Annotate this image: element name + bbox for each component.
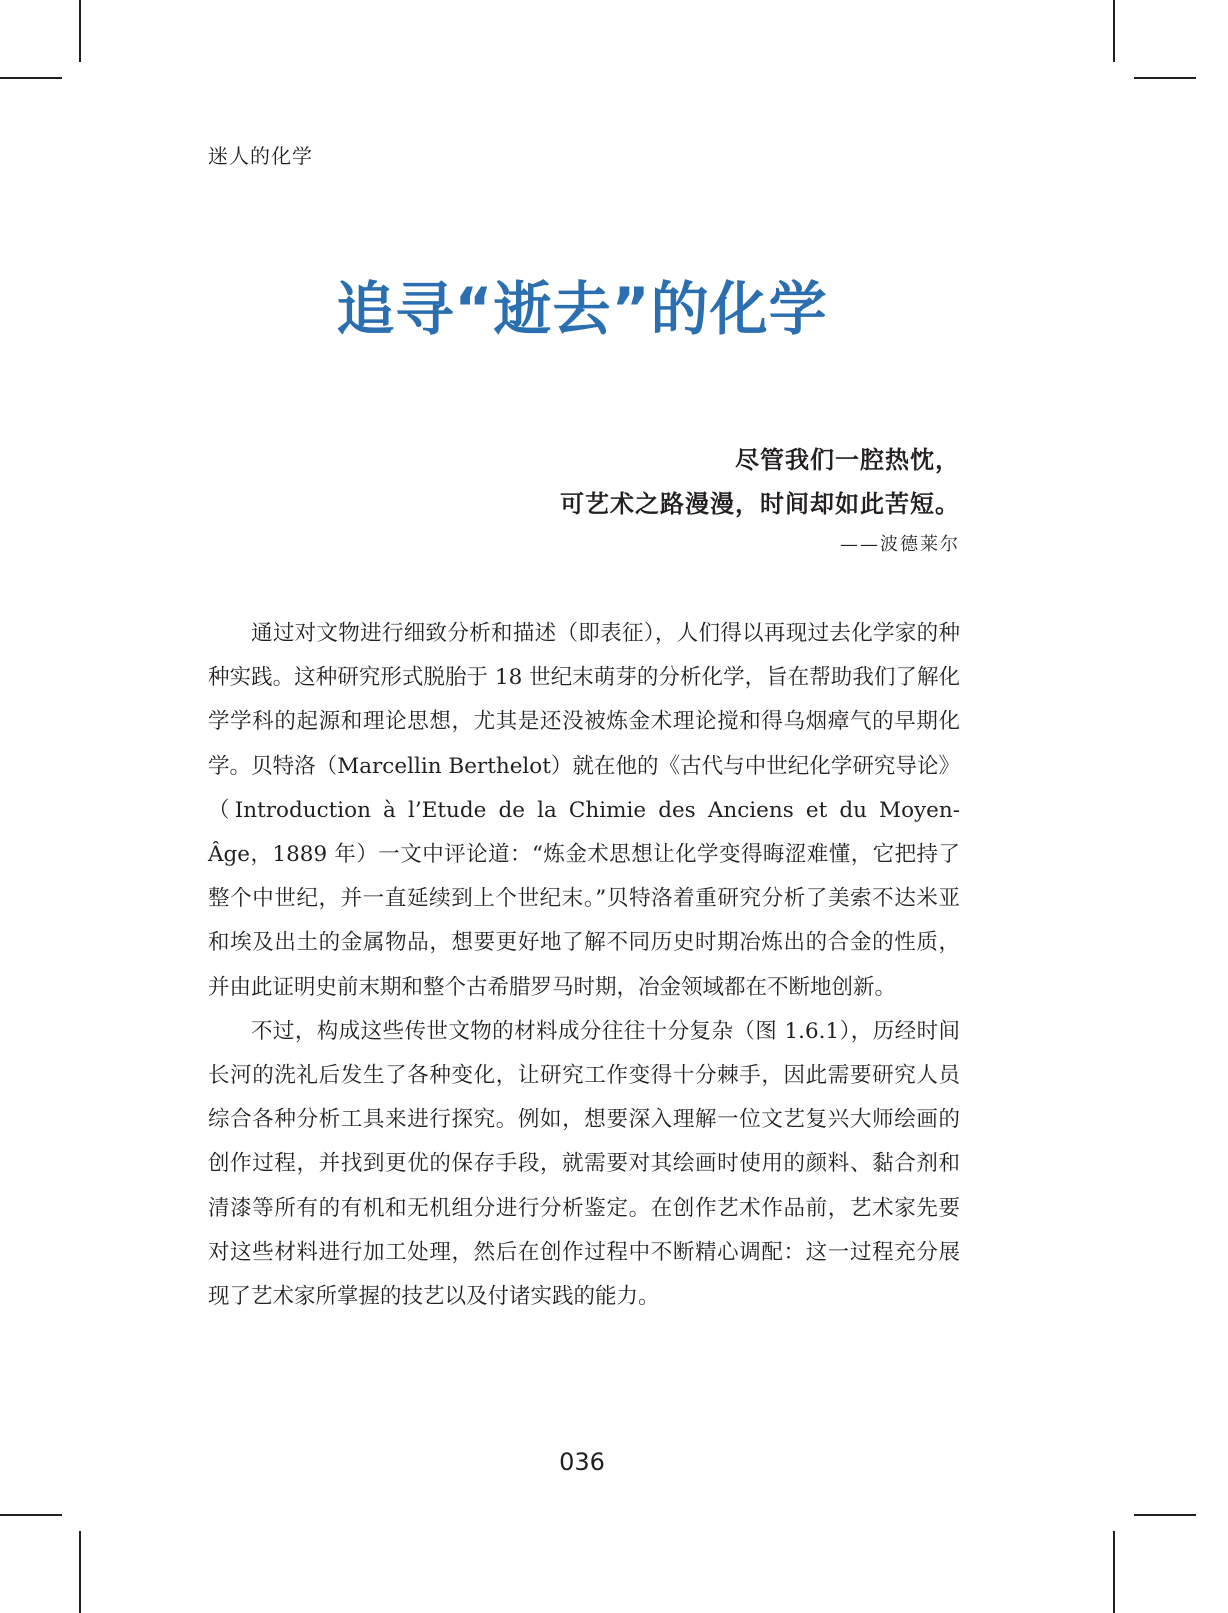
epigraph-line-1: 尽管我们一腔热忱， (735, 445, 960, 474)
crop-mark-top-right-horizontal (1134, 77, 1196, 79)
crop-mark-top-right-vertical (1113, 0, 1115, 62)
running-head: 迷人的化学 (208, 144, 313, 168)
crop-mark-bottom-right-horizontal (1134, 1514, 1196, 1516)
crop-mark-bottom-left-horizontal (0, 1514, 62, 1516)
page-number: 036 (559, 1448, 605, 1476)
epigraph-line-2: 可艺术之路漫漫，时间却如此苦短。 (560, 489, 960, 518)
body-text (208, 612, 960, 1319)
crop-mark-bottom-left-vertical (79, 1531, 81, 1613)
epigraph (560, 438, 960, 560)
paragraph: 通过对文物进行细致分析和描述（即表征），人们得以再现过去化学家的种种实践。这种研究形式脱胎于 18 世纪末萌芽的分析化学，旨在帮助我们了解化学学科的起源和理论思想，尤其是还没被炼金术理论搅和得乌烟瘴气的早期化学。贝特洛（Marcellin Berthelot）就在他的《古代与中世纪化学研究导论》（Introduction à l’Etude de la Chimie des Anciens et du Moyen-Âge，1889 年）一文中评论道：“炼金术思想让化学变得晦涩难懂，它把持了整个中世纪，并一直延续到上个世纪末。”贝特洛着重研究分析了美索不达米亚和埃及出土的金属物品，想要更好地了解不同历史时期冶炼出的合金的性质，并由此证明史前末期和整个古希腊罗马时期，冶金领域都在不断地创新。 (208, 621, 960, 1000)
crop-mark-top-left-vertical (79, 0, 81, 62)
crop-mark-top-left-horizontal (0, 77, 62, 79)
crop-mark-bottom-right-vertical (1113, 1531, 1115, 1613)
paragraph: 不过，构成这些传世文物的材料成分往往十分复杂（图 1.6.1），历经时间长河的洗礼后发生了各种变化，让研究工作变得十分棘手，因此需要研究人员综合各种分析工具来进行探究。例如，想要深入理解一位文艺复兴大师绘画的创作过程，并找到更优的保存手段，就需要对其绘画时使用的颜料、黏合剂和清漆等所有的有机和无机组分进行分析鉴定。在创作艺术作品前，艺术家先要对这些材料进行加工处理，然后在创作过程中不断精心调配：这一过程充分展现了艺术家所掌握的技艺以及付诸实践的能力。 (208, 1018, 960, 1310)
chapter-title: 追寻“逝去”的化学 (336, 275, 828, 343)
epigraph-attribution: ——波德莱尔 (840, 534, 960, 555)
